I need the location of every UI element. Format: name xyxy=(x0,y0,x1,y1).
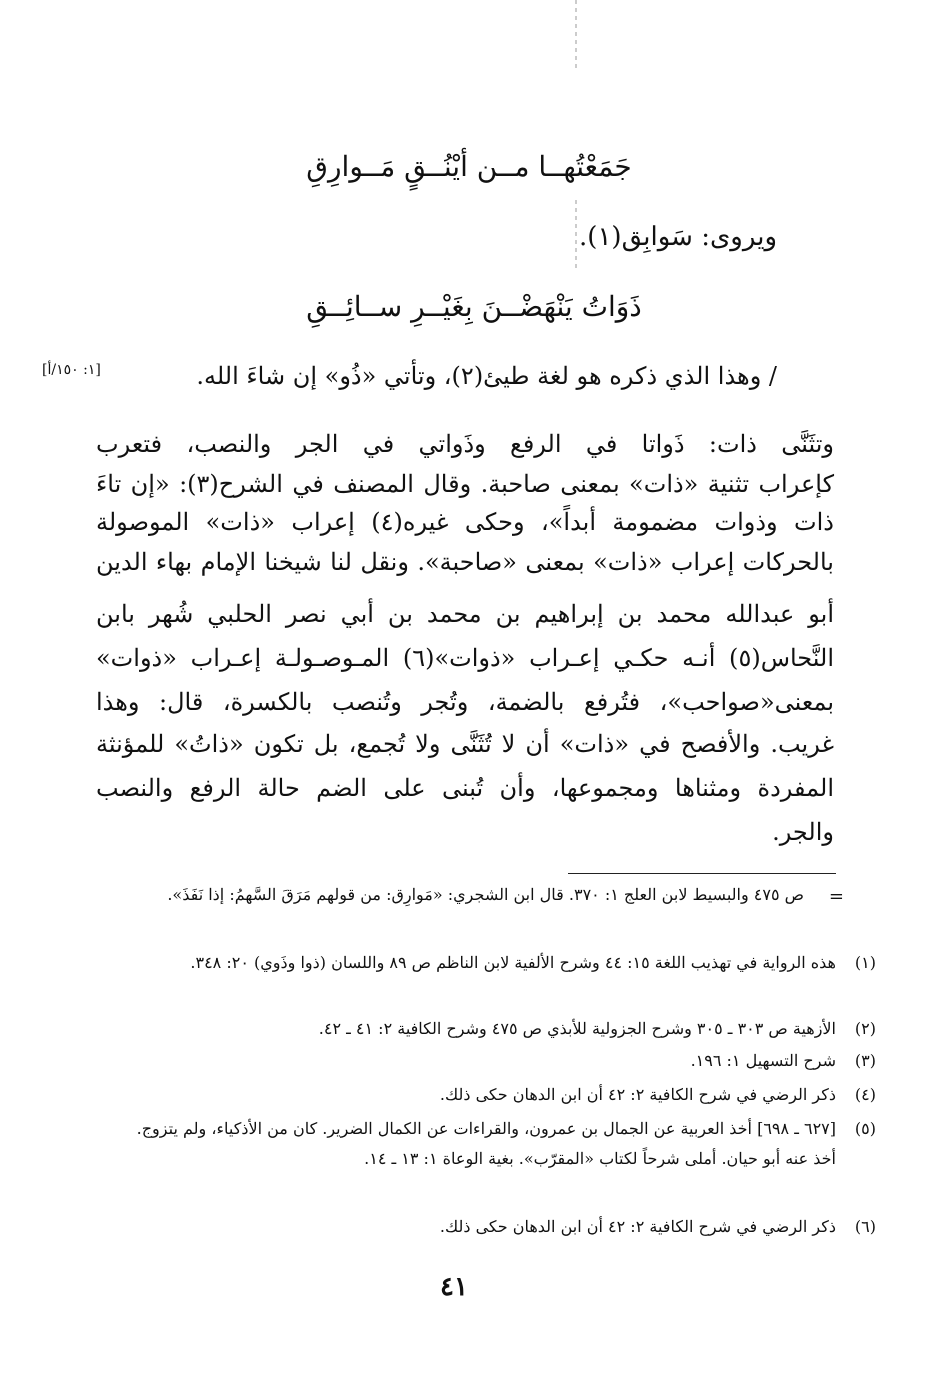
footnote-number: (٦) xyxy=(854,1217,876,1236)
footnote xyxy=(136,1114,876,1174)
body-line: المفردة ومثناها ومجموعها، وأن تُبنى على الضم حالة الرفع والنصب xyxy=(96,774,834,802)
footnote-separator xyxy=(568,873,836,874)
footnote xyxy=(136,948,876,978)
footnote-text: الأزهية ص ٣٠٣ ـ ٣٠٥ وشرح الجزولية للأبذي ص ٤٧٥ وشرح الكافية ٢: ٤١ ـ ٤٢. xyxy=(318,1019,836,1038)
manuscript-folio-ref: [١: ١٥٠/أ] xyxy=(42,362,101,378)
footnote xyxy=(136,1080,876,1110)
footnote-number: (٤) xyxy=(854,1085,876,1104)
footnote-number: (٥) xyxy=(854,1119,876,1138)
footnote-text: شرح التسهيل ١: ١٩٦. xyxy=(690,1051,836,1070)
footnote-number: (١) xyxy=(854,953,876,972)
body-line: بالحركات إعراب «ذات» بمعنى «صاحبة». ونقل لنا شيخنا الإمام بهاء الدين xyxy=(96,548,834,576)
footnote-text: هذه الرواية في تهذيب اللغة ١٥: ٤٤ وشرح الألفية لابن الناظم ص ٨٩ واللسان (ذوا وذَوي) ٢٠: ٣٤٨. xyxy=(190,953,836,972)
footnote-text: ذكر الرضي في شرح الكافية ٢: ٤٢ أن ابن الدهان حكى ذلك. xyxy=(439,1217,836,1236)
footnote xyxy=(136,1046,876,1076)
riwaya-line: ويروى: سَوابِق(١). xyxy=(579,222,777,252)
footnote-text: [٦٢٧ ـ ٦٩٨] أخذ العربية عن الجمال بن عمرون، والقراءات عن الكمال الضرير. كان من الأذكياء، ولم يتزوج. أخذ عنه أبو حيان. أملى شرحاً لكتاب «المقرّب». بغية الوعاة ١: ١٣ ـ ١٤. xyxy=(136,1119,836,1168)
verse-line-1: جَمَعْتُهــا مــن أيْنُــقٍ مَــوارِقِ xyxy=(306,150,632,183)
body-line: والجر. xyxy=(772,818,834,846)
page-number: ٤١ xyxy=(440,1272,468,1302)
footnote-number: (٣) xyxy=(854,1051,876,1070)
body-line: كإعراب تثنية «ذات» بمعنى صاحبة. وقال المصنف في الشرح(٣): «إن تاءَ xyxy=(96,470,835,498)
footnote-number: (٢) xyxy=(854,1019,876,1038)
gutter-mark xyxy=(575,0,577,70)
footnote xyxy=(136,1014,876,1044)
body-line: ذات وذوات مضمومة أبداً»، وحكى غيره(٤) إعراب «ذات» الموصولة xyxy=(96,508,834,536)
body-line: غريب. والأفصح في «ذات» أن لا تُثَنَّى ولا تُجمع، بل تكون «ذاتُ» للمؤنثة xyxy=(96,730,834,758)
body-line: / وهذا الذي ذكره هو لغة طيئ(٢)، وتأتي «ذُو» إن شاءَ الله. xyxy=(196,362,777,390)
body-line: بمعنى«صواحب»، فتُرفع بالضمة، وتُجر وتُنصب بالكسرة، قال: وهذا xyxy=(96,688,834,716)
footnote-text: ذكر الرضي في شرح الكافية ٢: ٤٢ أن ابن الدهان حكى ذلك. xyxy=(439,1085,836,1104)
footnote-continuation: ص ٤٧٥ والبسيط لابن العلج ١: ٣٧٠. قال ابن الشجري: «مَوارِق: من قولهم مَرَقَ السَّهمُ: إذا نَفَذَ». xyxy=(167,885,804,904)
footnote-continuation-mark: = xyxy=(828,886,844,907)
body-line: النَّحاس(٥) أنـه حكـي إعـراب «ذوات»(٦) المـوصـولـة إعـراب «ذوات» xyxy=(96,644,835,672)
footnote xyxy=(136,1212,876,1242)
verse-line-2: ذَوَاتُ يَنْهَضْــنَ بِغَيْــرِ ســائِــقِ xyxy=(306,290,642,323)
body-line: أبو عبدالله محمد بن إبراهيم بن محمد بن أبي نصر الحلبي شُهر بابن xyxy=(96,600,834,628)
body-line: وتثَنَّى ذات: ذَواتا في الرفع وذَواتي في الجر والنصب، فتعرب xyxy=(96,430,834,458)
